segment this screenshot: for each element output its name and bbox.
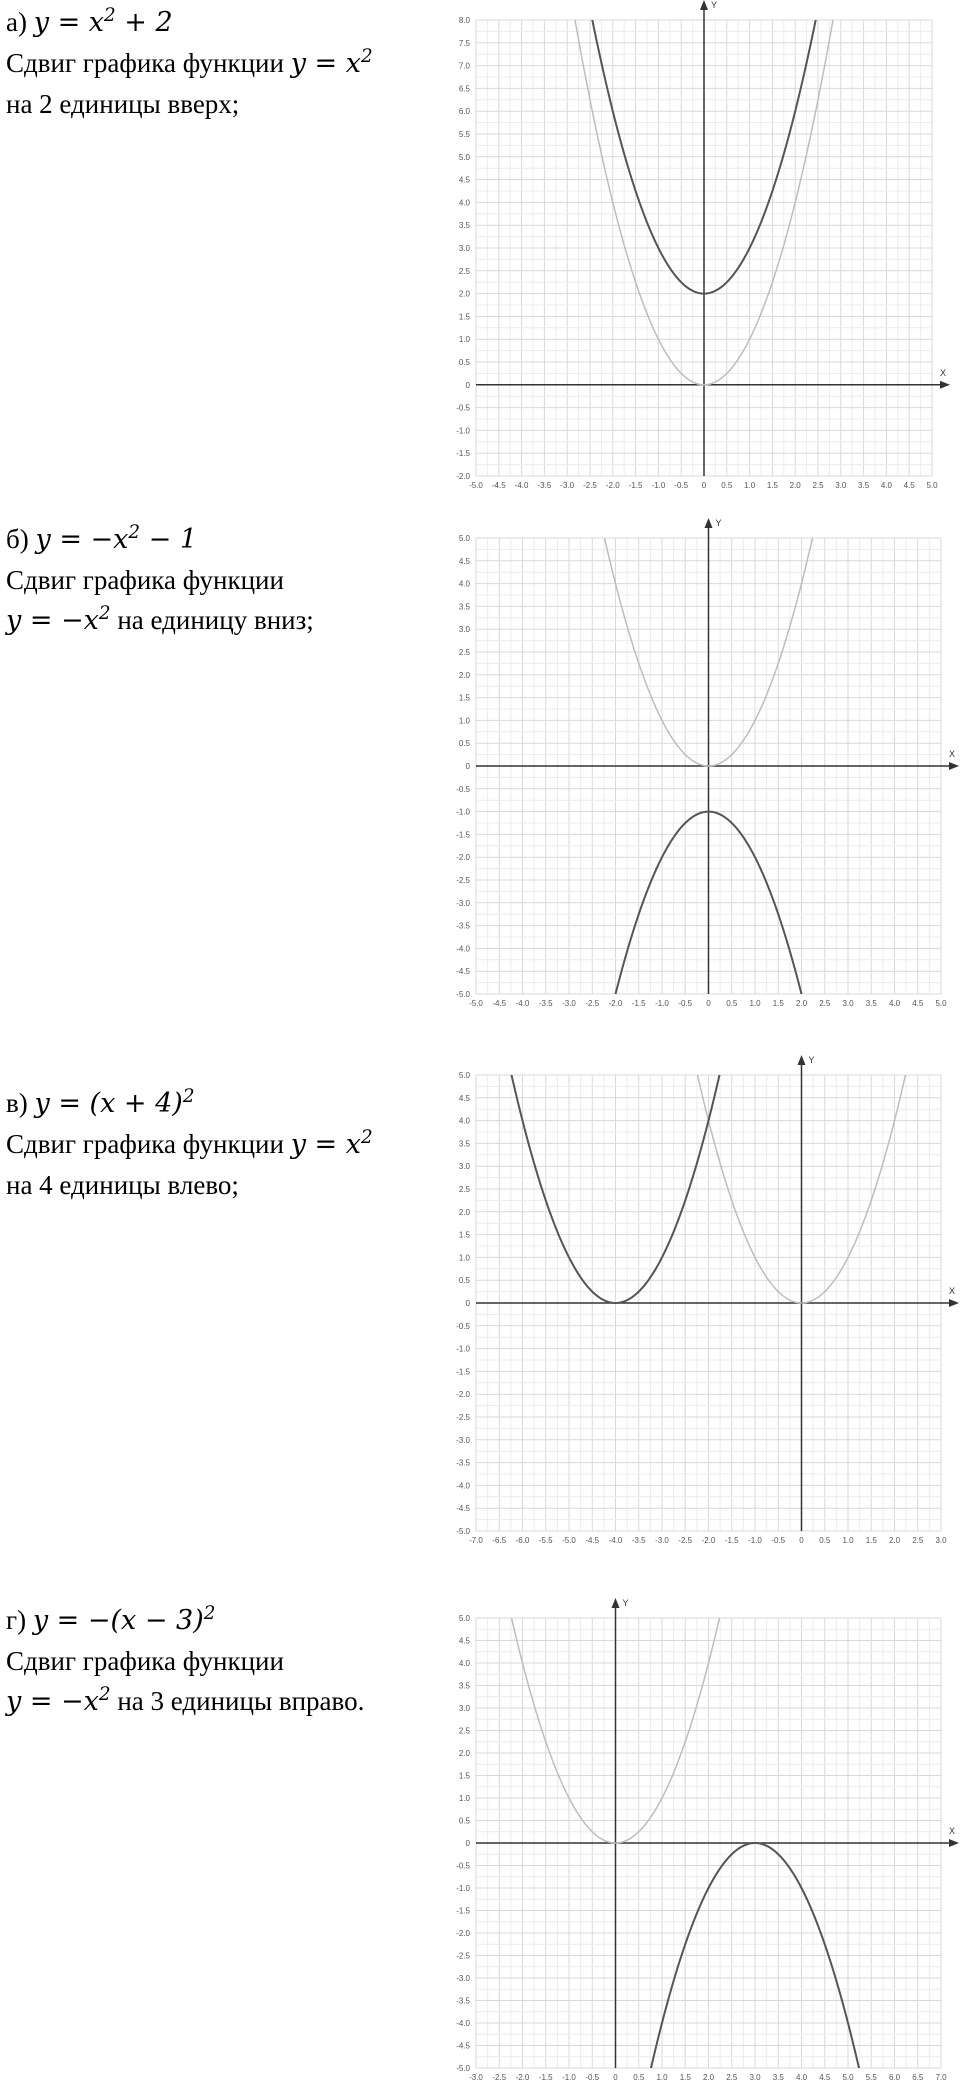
- x-axis-label: X: [940, 367, 947, 378]
- y-tick-label: -4.5: [456, 1504, 470, 1514]
- y-tick-label: 7.0: [458, 61, 470, 71]
- x-tick-label: -4.0: [608, 1536, 623, 1545]
- x-tick-label: 4.0: [880, 481, 892, 490]
- y-tick-label: -2.0: [456, 1929, 470, 1938]
- graph-d: [440, 1598, 960, 2091]
- x-tick-label: -2.0: [608, 999, 623, 1008]
- problem-heading: [6, 519, 436, 560]
- y-tick-label: 5.0: [458, 1614, 470, 1623]
- y-tick-label: 3.0: [458, 1162, 470, 1172]
- x-tick-label: 5.0: [926, 481, 938, 490]
- x-tick-label: -3.5: [537, 481, 552, 490]
- x-tick-label: -3.0: [655, 1536, 669, 1545]
- y-tick-label: 4.0: [458, 1659, 470, 1668]
- base-function-formula: $y = x^2$: [290, 45, 373, 79]
- problem-c: [6, 1083, 436, 1205]
- problem-b: [6, 519, 436, 641]
- function-formula: $y = -x^2 - 1$: [35, 521, 198, 555]
- problem-a: [6, 2, 436, 124]
- x-tick-label: -2.5: [583, 481, 597, 490]
- function-formula: $y = (x + 4)^2$: [34, 1085, 195, 1119]
- x-tick-label: 2.0: [795, 999, 808, 1008]
- x-tick-label: 3.5: [865, 999, 877, 1008]
- x-tick-label: -2.5: [678, 1536, 693, 1545]
- x-tick-label: 1.0: [749, 999, 761, 1008]
- x-tick-label: -0.5: [674, 481, 689, 490]
- x-tick-label: -1.5: [628, 481, 643, 490]
- y-axis-arrow: [798, 1055, 806, 1065]
- x-tick-label: 2.0: [702, 2073, 715, 2082]
- x-tick-label: 3.0: [842, 999, 854, 1008]
- y-tick-label: 3.0: [458, 244, 470, 253]
- x-tick-label: -6.0: [515, 1536, 530, 1545]
- y-axis-label: Y: [808, 1055, 815, 1065]
- y-tick-label: 5.0: [458, 1071, 470, 1080]
- graph-c: [440, 1055, 960, 1555]
- x-tick-label: -1.0: [655, 999, 669, 1008]
- problem-letter: в): [6, 1088, 28, 1118]
- x-axis-arrow: [949, 1839, 959, 1847]
- x-tick-label: 3.0: [935, 1536, 947, 1545]
- function-formula: $y = x^2 + 2$: [33, 4, 173, 38]
- x-tick-label: 0: [706, 999, 711, 1008]
- y-tick-label: 0.5: [458, 1276, 470, 1286]
- x-axis-label: X: [949, 749, 956, 759]
- x-tick-label: -6.5: [492, 1536, 507, 1545]
- x-tick-label: -2.0: [605, 481, 620, 490]
- x-tick-label: 2.5: [819, 999, 831, 1008]
- x-tick-label: -7.0: [469, 1536, 483, 1545]
- y-tick-label: 1.0: [458, 335, 470, 345]
- y-tick-label: -3.0: [456, 898, 470, 908]
- x-tick-label: -4.5: [491, 481, 506, 490]
- x-tick-label: -5.0: [562, 1536, 576, 1545]
- y-tick-label: -5.0: [456, 990, 470, 999]
- x-tick-label: 3.0: [749, 2073, 761, 2082]
- y-tick-label: -1.5: [456, 1367, 470, 1377]
- x-tick-label: -1.5: [724, 1536, 739, 1545]
- x-tick-label: -5.0: [469, 999, 483, 1008]
- x-tick-label: -3.0: [562, 999, 576, 1008]
- problem-letter: б): [6, 524, 29, 554]
- x-tick-label: -4.0: [514, 481, 529, 490]
- x-tick-label: 1.5: [772, 999, 784, 1008]
- y-tick-label: 0: [465, 380, 470, 390]
- y-tick-label: 4.5: [458, 175, 470, 185]
- x-tick-label: 4.5: [819, 2073, 831, 2082]
- problem-heading: [6, 2, 436, 43]
- y-tick-label: 2.0: [458, 1207, 470, 1217]
- x-tick-label: -3.0: [560, 481, 575, 490]
- y-tick-label: -0.5: [456, 1861, 470, 1871]
- y-tick-label: -1.5: [456, 830, 470, 840]
- x-tick-label: -1.0: [748, 1536, 762, 1545]
- y-tick-label: -1.0: [456, 426, 470, 436]
- y-tick-label: -4.0: [456, 2019, 470, 2028]
- y-tick-label: 4.5: [458, 1636, 470, 1646]
- y-tick-label: -1.5: [456, 449, 470, 459]
- x-axis-arrow: [949, 1299, 959, 1307]
- y-tick-label: -2.5: [456, 1413, 470, 1422]
- x-tick-label: 0.5: [633, 2073, 645, 2082]
- x-tick-label: -1.5: [538, 2073, 553, 2082]
- x-tick-label: -0.5: [585, 2073, 600, 2082]
- y-tick-label: 0.5: [458, 1816, 470, 1826]
- y-tick-label: -3.0: [456, 1435, 470, 1445]
- y-tick-label: 4.5: [458, 1093, 470, 1103]
- x-tick-label: 1.5: [766, 481, 778, 490]
- y-tick-label: 0: [465, 1839, 470, 1848]
- x-tick-label: 1.0: [656, 2073, 668, 2082]
- y-axis-arrow: [700, 0, 708, 10]
- x-tick-label: 4.5: [903, 481, 915, 490]
- x-tick-label: 0.5: [721, 481, 733, 490]
- x-axis-label: X: [949, 1826, 956, 1836]
- x-tick-label: -2.0: [701, 1536, 716, 1545]
- y-tick-label: 4.0: [458, 579, 470, 589]
- y-tick-label: 2.5: [458, 1726, 470, 1736]
- y-tick-label: -1.5: [456, 1906, 470, 1916]
- x-tick-label: 1.0: [842, 1536, 854, 1545]
- base-function-formula: $y = -x^2$: [6, 602, 111, 636]
- problem-heading: [6, 1600, 436, 1641]
- y-tick-label: 1.5: [458, 1230, 470, 1240]
- y-tick-label: 8.0: [458, 16, 470, 25]
- x-tick-label: 7.0: [935, 2073, 947, 2082]
- y-tick-label: -0.5: [456, 784, 470, 794]
- y-tick-label: -3.5: [456, 1458, 470, 1468]
- x-tick-label: -4.5: [585, 1536, 600, 1545]
- x-axis-label: X: [949, 1286, 956, 1296]
- y-tick-label: 0: [465, 762, 470, 771]
- function-formula: $y = -(x - 3)^2$: [32, 1602, 216, 1636]
- x-tick-label: -3.0: [469, 2073, 483, 2082]
- x-tick-label: -3.5: [631, 1536, 646, 1545]
- y-tick-label: 5.0: [458, 152, 470, 162]
- x-tick-label: 1.5: [679, 2073, 691, 2082]
- explanation-line-2: на 4 единицы влево;: [6, 1170, 239, 1200]
- y-tick-label: 1.0: [458, 716, 470, 726]
- y-tick-label: 1.5: [458, 1771, 470, 1781]
- y-tick-label: -4.0: [456, 1481, 470, 1491]
- y-tick-label: 0.5: [458, 358, 470, 367]
- graph-a: [440, 0, 960, 500]
- y-axis-label: Y: [715, 518, 722, 528]
- y-tick-label: 3.5: [458, 602, 470, 612]
- y-tick-label: -1.0: [456, 1884, 470, 1893]
- x-tick-label: -5.5: [538, 1536, 553, 1545]
- x-tick-label: 2.0: [888, 1536, 901, 1545]
- x-tick-label: -2.5: [492, 2073, 507, 2082]
- graph-b: [440, 518, 960, 1018]
- y-tick-label: -2.5: [456, 876, 470, 885]
- y-tick-label: -2.0: [456, 1390, 470, 1400]
- x-tick-label: -0.5: [771, 1536, 786, 1545]
- base-function-formula: $y = x^2$: [290, 1126, 373, 1160]
- y-tick-label: 2.5: [458, 1185, 470, 1194]
- y-tick-label: -2.0: [456, 853, 470, 863]
- x-tick-label: -0.5: [678, 999, 693, 1008]
- y-tick-label: -4.5: [456, 967, 470, 977]
- y-tick-label: -4.5: [456, 2041, 470, 2051]
- y-axis-arrow: [612, 1598, 620, 1608]
- y-tick-label: -1.0: [456, 1344, 470, 1354]
- x-tick-label: -1.0: [651, 481, 666, 490]
- y-tick-label: 1.0: [458, 1253, 470, 1263]
- explanation-line-2: на 2 единицы вверх;: [6, 89, 240, 119]
- x-tick-label: 2.5: [726, 2073, 738, 2082]
- x-axis-arrow: [949, 762, 959, 770]
- x-tick-label: 5.0: [842, 2073, 854, 2082]
- x-tick-label: -1.5: [631, 999, 646, 1008]
- y-tick-label: -2.0: [456, 472, 470, 481]
- x-tick-label: 2.5: [812, 481, 824, 490]
- y-tick-label: -5.0: [456, 2064, 470, 2073]
- x-tick-label: 2.0: [789, 481, 801, 490]
- x-tick-label: -2.5: [585, 999, 600, 1008]
- explanation-line-1: Сдвиг графика функции $y = x^2$: [6, 45, 373, 79]
- x-tick-label: 3.5: [772, 2073, 784, 2082]
- x-tick-label: 0.5: [726, 999, 738, 1008]
- y-tick-label: 2.0: [458, 289, 470, 299]
- y-tick-label: 7.5: [458, 38, 470, 48]
- x-tick-label: 1.0: [744, 481, 756, 490]
- x-tick-label: 4.5: [912, 999, 924, 1008]
- y-axis-label: Y: [622, 1598, 629, 1608]
- x-tick-label: 4.0: [888, 999, 901, 1008]
- y-tick-label: 0.5: [458, 739, 470, 749]
- x-tick-label: 0.5: [819, 1536, 831, 1545]
- y-axis-arrow: [705, 518, 713, 528]
- x-tick-label: -3.5: [538, 999, 553, 1008]
- y-tick-label: 3.0: [458, 1704, 470, 1713]
- y-tick-label: 0: [465, 1299, 470, 1308]
- explanation-line-1: Сдвиг графика функции: [6, 1646, 284, 1676]
- y-tick-label: 2.0: [458, 1749, 470, 1758]
- x-tick-label: 0: [613, 2073, 618, 2082]
- y-tick-label: 3.5: [458, 221, 470, 231]
- x-tick-label: 4.0: [795, 2073, 808, 2082]
- y-tick-label: 6.5: [458, 84, 470, 94]
- y-tick-label: 1.5: [458, 693, 470, 703]
- y-tick-label: 2.0: [458, 670, 470, 680]
- y-tick-label: -0.5: [456, 1321, 470, 1331]
- y-tick-label: -3.5: [456, 921, 470, 931]
- y-tick-label: 1.5: [458, 312, 470, 322]
- problem-letter: а): [6, 7, 27, 37]
- x-tick-label: -4.0: [515, 999, 530, 1008]
- x-tick-label: 5.0: [935, 999, 947, 1008]
- x-tick-label: -4.5: [492, 999, 507, 1008]
- y-tick-label: -3.0: [456, 1974, 470, 1983]
- y-tick-label: -1.0: [456, 807, 470, 817]
- x-tick-label: 6.0: [888, 2073, 901, 2082]
- y-tick-label: 4.5: [458, 556, 470, 566]
- x-tick-label: -1.0: [562, 2073, 576, 2082]
- y-tick-label: 3.5: [458, 1139, 470, 1149]
- problem-d: [6, 1600, 436, 1722]
- x-tick-label: 0: [701, 481, 707, 490]
- y-tick-label: 4.0: [458, 198, 470, 208]
- y-tick-label: 1.0: [458, 1794, 470, 1803]
- x-tick-label: 2.5: [912, 1536, 924, 1545]
- y-tick-label: -3.5: [456, 1996, 470, 2006]
- problem-heading: [6, 1083, 436, 1124]
- y-tick-label: -4.0: [456, 944, 470, 954]
- x-tick-label: -5.0: [469, 481, 483, 490]
- explanation-line-1: Сдвиг графика функции $y = x^2$: [6, 1126, 373, 1160]
- y-tick-label: -2.5: [456, 1951, 470, 1961]
- y-tick-label: 3.5: [458, 1681, 470, 1691]
- x-axis-arrow: [940, 381, 950, 389]
- y-tick-label: 5.0: [458, 534, 470, 543]
- y-tick-label: 3.0: [458, 625, 470, 635]
- y-tick-label: 2.5: [458, 266, 470, 276]
- x-tick-label: 6.5: [912, 2073, 924, 2082]
- y-tick-label: -5.0: [456, 1527, 470, 1536]
- base-function-formula: $y = -x^2$: [6, 1683, 111, 1717]
- x-tick-label: -2.0: [515, 2073, 530, 2082]
- x-tick-label: 3.5: [858, 481, 870, 490]
- explanation-line-2: $y = -x^2$ на единицу вниз;: [6, 602, 314, 636]
- x-tick-label: 0: [799, 1536, 804, 1545]
- explanation-line-2: $y = -x^2$ на 3 единицы вправо.: [6, 1683, 365, 1717]
- y-tick-label: 5.5: [458, 130, 470, 139]
- y-tick-label: 6.0: [458, 107, 470, 117]
- x-tick-label: 1.5: [865, 1536, 877, 1545]
- problem-letter: г): [6, 1605, 27, 1635]
- y-axis-label: Y: [711, 0, 718, 10]
- explanation-line-1: Сдвиг графика функции: [6, 565, 284, 595]
- y-tick-label: 4.0: [458, 1116, 470, 1126]
- y-tick-label: 2.5: [458, 648, 470, 657]
- x-tick-label: 3.0: [835, 481, 847, 490]
- y-tick-label: -0.5: [456, 403, 470, 413]
- x-tick-label: 5.5: [865, 2073, 877, 2082]
